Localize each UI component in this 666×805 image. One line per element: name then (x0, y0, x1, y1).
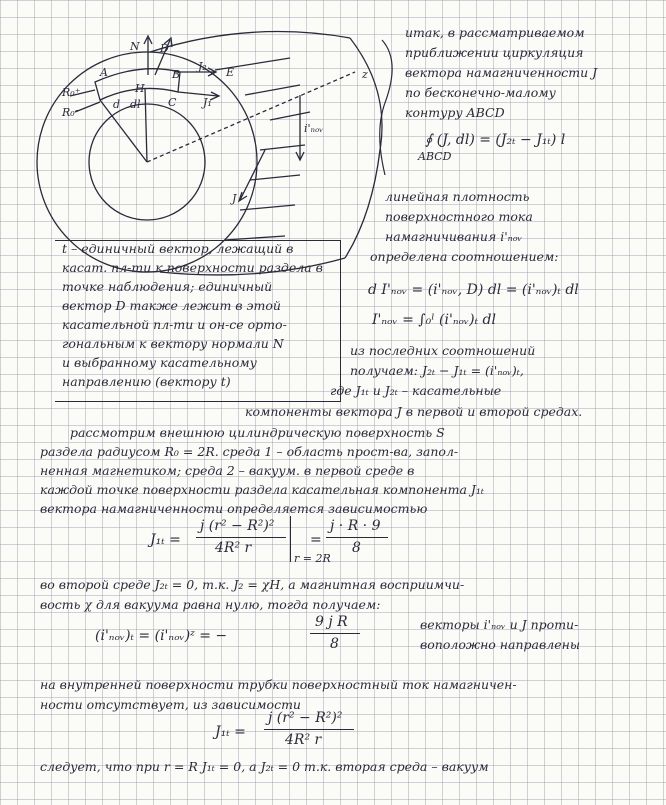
body-line-2: раздела радиусом R₀ = 2R. среда 1 – область прост-ва, запол- (40, 444, 459, 459)
body-eq-bar (196, 537, 286, 538)
body-line-1: рассмотрим внешнюю цилиндрическую поверхность S (70, 425, 445, 440)
label-i-pov: i'ₙₒᵥ (304, 122, 324, 135)
body-eq-rhs-den: 8 (352, 540, 361, 556)
label-j: J (232, 192, 237, 205)
body-eq-lhs: J₁ₜ = (150, 532, 181, 548)
inner-eq-bar (264, 729, 354, 730)
surface-def-line-1: линейная плотность (385, 189, 530, 204)
second-line-2: вость χ для вакуума равна нулю, тогда получаем: (40, 597, 381, 612)
surface-def-line-2: поверхностного тока (385, 209, 533, 224)
box-line-8: направлению (вектору t) (62, 374, 231, 389)
surface-eq-1: d I'ₙₒᵥ = (i'ₙₒᵥ, D) dl = (i'ₙₒᵥ)ₜ dl (368, 282, 579, 298)
right-note-line-1: итак, в рассматриваемом (405, 25, 585, 40)
right-note-line-3: вектора намагниченности J (405, 65, 598, 80)
second-eq-num: 9 j R (315, 614, 348, 630)
right-note-line-2: приближении циркуляция (405, 45, 584, 60)
cylinder-top-edge (150, 32, 350, 52)
inner-eq-lhs: J₁ₜ = (215, 724, 246, 740)
label-j1: J₁ (203, 96, 212, 109)
second-eq: (i'ₙₒᵥ)ₜ = (i'ₙₒᵥ)ᶻ = − (95, 628, 228, 644)
box-line-1: t – единичный вектор, лежащий в (62, 241, 294, 256)
circulation-formula: ∮ (J, dl) = (J₂ₜ − J₁ₜ) l (425, 132, 566, 148)
right-note-line-4: по бесконечно-малому (405, 85, 556, 100)
body-eq-eval: r = 2R (294, 552, 331, 565)
body-eq-rhs-num: j · R · 9 (330, 518, 381, 534)
second-eq-bar (310, 633, 360, 634)
label-n: N (130, 40, 140, 53)
label-b: B (172, 68, 181, 81)
box-line-7: и выбранному касательному (62, 355, 257, 370)
result-line-4: компоненты вектора J в первой и второй средах. (245, 404, 583, 419)
label-e: E (226, 66, 235, 79)
body-line-5: вектора намагниченности определяется зависимостью (40, 501, 428, 516)
body-eq-eval-bar (290, 516, 291, 562)
box-line-3: точке наблюдения; единичный (62, 279, 273, 294)
second-note-line-2: воположно направлены (420, 637, 581, 652)
label-dl: dl (130, 98, 141, 111)
box-line-2: касат. пл-ти к поверхности раздела в (62, 260, 323, 275)
second-eq-den: 8 (330, 636, 339, 652)
body-eq-den: 4R² r (215, 540, 252, 556)
body-eq-rhs-bar (326, 537, 388, 538)
body-eq-equals: = (310, 532, 322, 548)
box-line-6: гональным к вектору нормали N (62, 336, 284, 351)
body-line-4: каждой точке поверхности раздела касательная компонента J₁ₜ (40, 482, 485, 497)
surface-def-line-3: намагничивания i'ₙₒᵥ (385, 229, 523, 244)
box-line-4: вектор D также лежит в этой (62, 298, 281, 313)
box-line-5: касательной пл-ти и он-се орто- (62, 317, 287, 332)
second-line-1: во второй среде J₂ₜ = 0, т.к. J₂ = χH, а магнитная восприимчи- (40, 577, 465, 592)
label-j2: J₂ (198, 60, 207, 73)
label-a: A (100, 66, 108, 79)
surface-def-line-4: определена соотношением: (370, 249, 559, 264)
second-note-line-1: векторы i'ₙₒᵥ и J проти- (420, 617, 579, 632)
label-d: D (160, 42, 169, 55)
inner-eq-num: j (r² − R²)² (268, 710, 343, 726)
circulation-formula-sub: ABCD (418, 150, 452, 163)
result-line-1: из последних соотношений (350, 343, 536, 358)
surface-eq-2: I'ₙₒᵥ = ∫₀ˡ (i'ₙₒᵥ)ₜ dl (372, 312, 496, 328)
inner-line-2: ности отсутствует, из зависимости (40, 697, 301, 712)
inner-eq-den: 4R² r (285, 732, 322, 748)
result-line-3: где J₁ₜ и J₂ₜ – касательные (330, 383, 502, 398)
right-note-line-5: контуру ABCD (405, 105, 505, 120)
label-c: C (168, 96, 177, 109)
label-d-small: d (113, 98, 121, 111)
label-h: H (135, 82, 145, 95)
label-r0-plus: R₀⁺ (62, 86, 81, 99)
label-r0-minus: R₀⁻ (62, 106, 81, 119)
result-line-2: получаем: J₂ₜ − J₁ₜ = (i'ₙₒᵥ)ₜ, (350, 363, 524, 378)
body-eq-num: j (r² − R²)² (200, 518, 275, 534)
body-line-3: ненная магнетиком; среда 2 – вакуум. в первой среде в (40, 463, 415, 478)
inner-line-1: на внутренней поверхности трубки поверхностный ток намагничен- (40, 677, 517, 692)
inner-conclusion: следует, что при r = R J₁ₜ = 0, а J₂ₜ = 0 т.к. вторая среда – вакуум (40, 759, 489, 774)
label-z: z (362, 68, 368, 81)
